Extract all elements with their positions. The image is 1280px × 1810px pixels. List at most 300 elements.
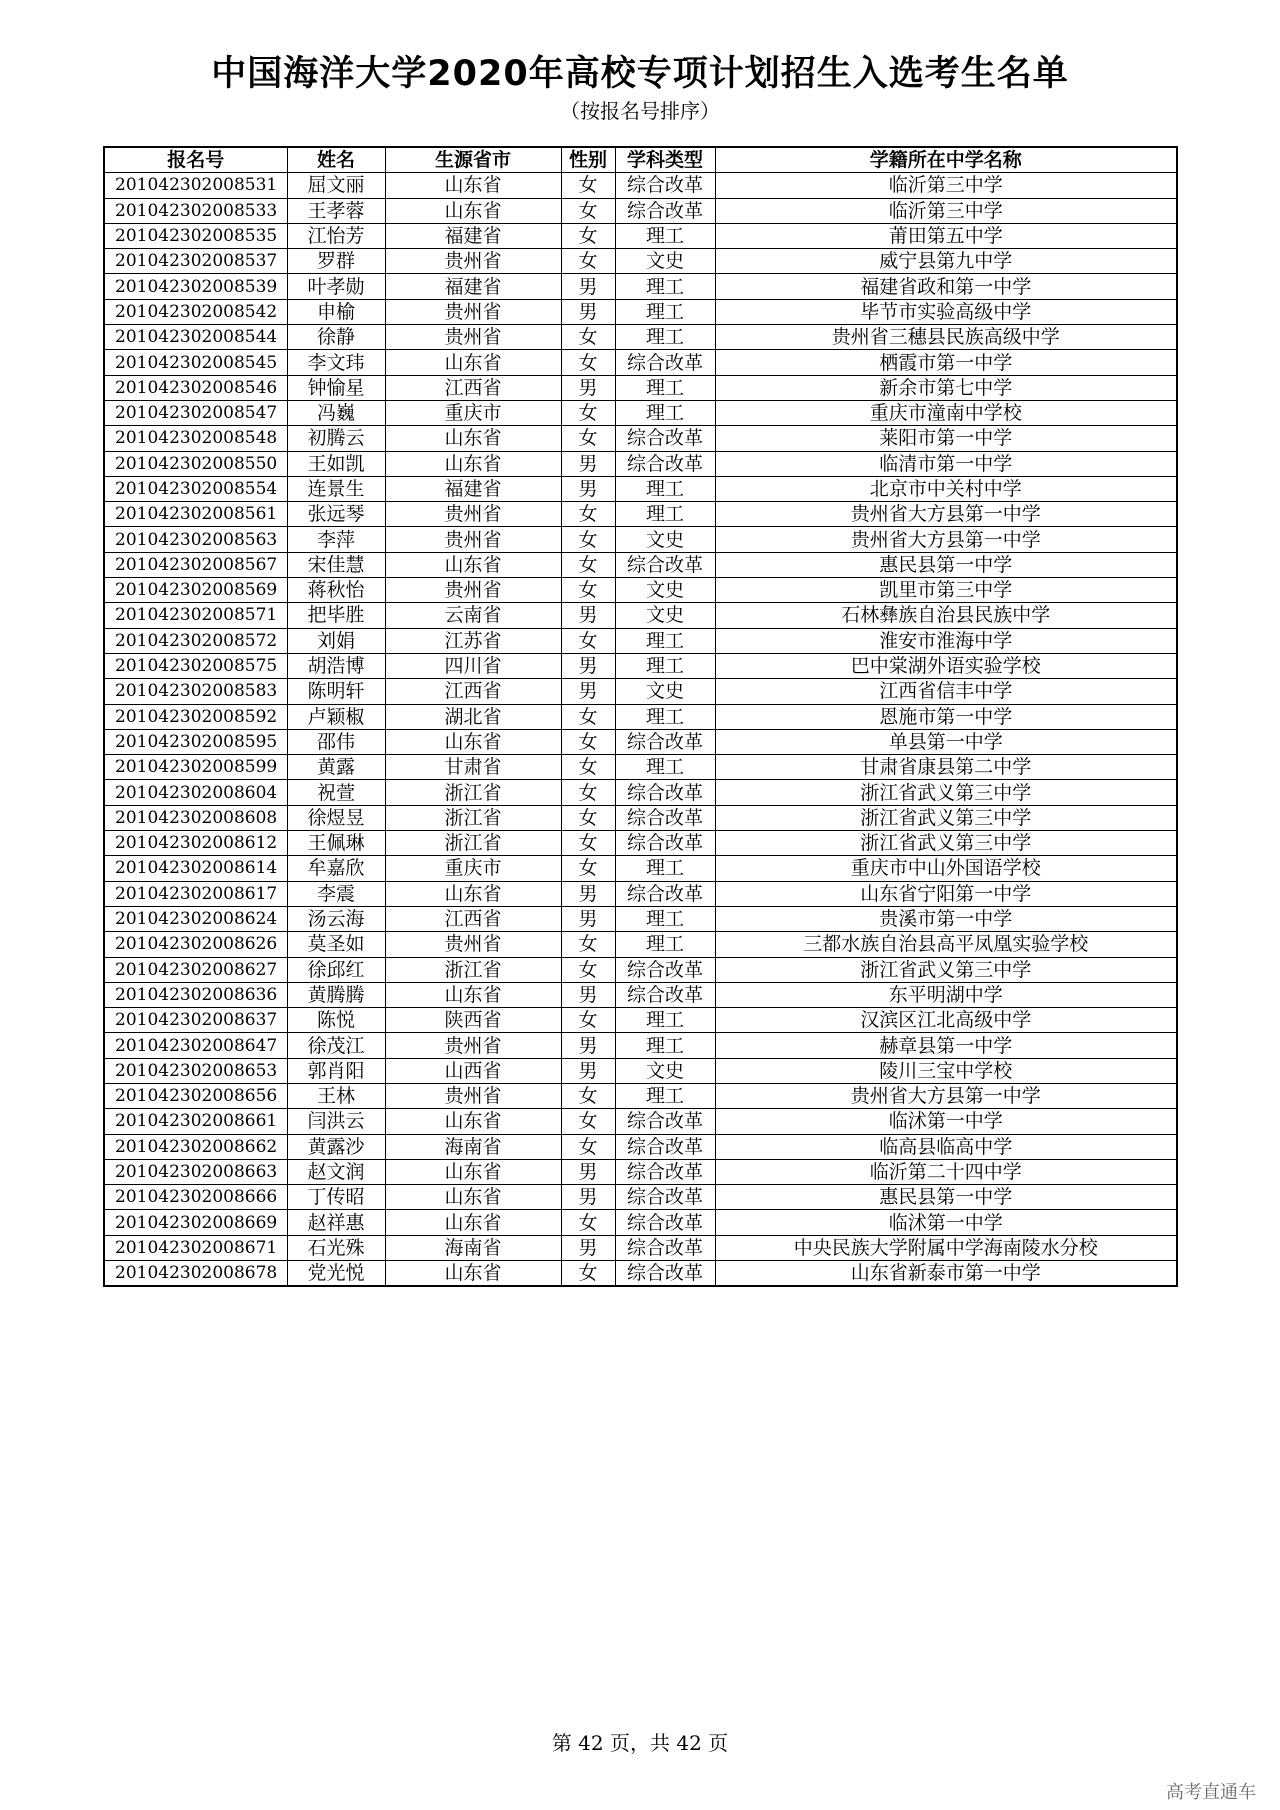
cell-subject-type: 综合改革 [615, 780, 715, 805]
cell-student-name: 初腾云 [287, 426, 385, 451]
cell-gender: 男 [561, 982, 615, 1007]
cell-registration-number: 201042302008542 [104, 299, 287, 324]
cell-school-name: 山东省宁阳第一中学 [715, 881, 1177, 906]
table-row [104, 704, 1177, 729]
cell-school-name: 贵州省大方县第一中学 [715, 502, 1177, 527]
cell-registration-number: 201042302008567 [104, 552, 287, 577]
cell-subject-type: 理工 [615, 375, 715, 400]
cell-gender: 男 [561, 653, 615, 678]
table-row [104, 325, 1177, 350]
cell-school-name: 栖霞市第一中学 [715, 350, 1177, 375]
cell-student-name: 宋佳慧 [287, 552, 385, 577]
cell-student-name: 徐茂江 [287, 1033, 385, 1058]
cell-province: 江西省 [385, 679, 561, 704]
cell-gender: 女 [561, 957, 615, 982]
cell-registration-number: 201042302008661 [104, 1109, 287, 1134]
cell-gender: 女 [561, 780, 615, 805]
cell-school-name: 赫章县第一中学 [715, 1033, 1177, 1058]
cell-school-name: 浙江省武义第三中学 [715, 831, 1177, 856]
cell-registration-number: 201042302008544 [104, 325, 287, 350]
cell-province: 山东省 [385, 198, 561, 223]
cell-school-name: 东平明湖中学 [715, 982, 1177, 1007]
cell-school-name: 新余市第七中学 [715, 375, 1177, 400]
watermark: 高考直通车 [1166, 1782, 1256, 1803]
cell-province: 山东省 [385, 982, 561, 1007]
cell-student-name: 石光殊 [287, 1235, 385, 1260]
cell-registration-number: 201042302008662 [104, 1134, 287, 1159]
cell-subject-type: 理工 [615, 906, 715, 931]
header-registration-number: 报名号 [104, 147, 287, 173]
cell-gender: 女 [561, 198, 615, 223]
cell-province: 贵州省 [385, 932, 561, 957]
cell-subject-type: 文史 [615, 578, 715, 603]
cell-registration-number: 201042302008545 [104, 350, 287, 375]
cell-subject-type: 理工 [615, 502, 715, 527]
cell-student-name: 叶孝勋 [287, 274, 385, 299]
cell-student-name: 赵文润 [287, 1159, 385, 1184]
cell-registration-number: 201042302008533 [104, 198, 287, 223]
cell-student-name: 刘娟 [287, 628, 385, 653]
cell-student-name: 蒋秋怡 [287, 578, 385, 603]
table-row [104, 856, 1177, 881]
cell-subject-type: 理工 [615, 299, 715, 324]
cell-student-name: 屈文丽 [287, 173, 385, 198]
cell-student-name: 牟嘉欣 [287, 856, 385, 881]
cell-registration-number: 201042302008547 [104, 400, 287, 425]
table-row [104, 1185, 1177, 1210]
cell-subject-type: 综合改革 [615, 173, 715, 198]
table-row [104, 299, 1177, 324]
cell-gender: 男 [561, 603, 615, 628]
cell-student-name: 赵祥惠 [287, 1210, 385, 1235]
cell-province: 贵州省 [385, 1083, 561, 1108]
cell-subject-type: 综合改革 [615, 957, 715, 982]
cell-gender: 男 [561, 881, 615, 906]
cell-registration-number: 201042302008571 [104, 603, 287, 628]
table-row [104, 932, 1177, 957]
cell-school-name: 甘肃省康县第二中学 [715, 755, 1177, 780]
cell-student-name: 徐静 [287, 325, 385, 350]
cell-registration-number: 201042302008535 [104, 223, 287, 248]
cell-registration-number: 201042302008627 [104, 957, 287, 982]
cell-gender: 女 [561, 1008, 615, 1033]
cell-school-name: 惠民县第一中学 [715, 1185, 1177, 1210]
cell-gender: 女 [561, 502, 615, 527]
cell-province: 山东省 [385, 1185, 561, 1210]
cell-gender: 女 [561, 831, 615, 856]
cell-registration-number: 201042302008626 [104, 932, 287, 957]
cell-registration-number: 201042302008608 [104, 805, 287, 830]
table-row [104, 223, 1177, 248]
table-row [104, 653, 1177, 678]
cell-registration-number: 201042302008647 [104, 1033, 287, 1058]
cell-subject-type: 综合改革 [615, 426, 715, 451]
table-row [104, 527, 1177, 552]
cell-student-name: 黄露 [287, 755, 385, 780]
cell-province: 云南省 [385, 603, 561, 628]
cell-gender: 女 [561, 173, 615, 198]
table-row [104, 274, 1177, 299]
cell-registration-number: 201042302008550 [104, 451, 287, 476]
cell-student-name: 胡浩博 [287, 653, 385, 678]
cell-gender: 女 [561, 578, 615, 603]
cell-gender: 女 [561, 704, 615, 729]
cell-province: 福建省 [385, 223, 561, 248]
cell-student-name: 王佩琳 [287, 831, 385, 856]
cell-student-name: 陈明轩 [287, 679, 385, 704]
cell-school-name: 中央民族大学附属中学海南陵水分校 [715, 1235, 1177, 1260]
cell-school-name: 临沂第二十四中学 [715, 1159, 1177, 1184]
candidate-table [103, 146, 1178, 1287]
header-school-name: 学籍所在中学名称 [715, 147, 1177, 173]
table-row [104, 1261, 1177, 1287]
cell-school-name: 毕节市实验高级中学 [715, 299, 1177, 324]
cell-registration-number: 201042302008671 [104, 1235, 287, 1260]
cell-school-name: 贵溪市第一中学 [715, 906, 1177, 931]
table-row [104, 1134, 1177, 1159]
cell-subject-type: 综合改革 [615, 350, 715, 375]
cell-school-name: 浙江省武义第三中学 [715, 780, 1177, 805]
table-row [104, 628, 1177, 653]
cell-school-name: 福建省政和第一中学 [715, 274, 1177, 299]
cell-province: 山东省 [385, 881, 561, 906]
cell-student-name: 李文玮 [287, 350, 385, 375]
cell-province: 贵州省 [385, 325, 561, 350]
cell-school-name: 临沭第一中学 [715, 1109, 1177, 1134]
cell-province: 贵州省 [385, 249, 561, 274]
table-row [104, 603, 1177, 628]
table-row [104, 957, 1177, 982]
cell-gender: 男 [561, 274, 615, 299]
cell-gender: 男 [561, 1033, 615, 1058]
cell-province: 浙江省 [385, 780, 561, 805]
cell-gender: 男 [561, 299, 615, 324]
cell-student-name: 申榆 [287, 299, 385, 324]
cell-gender: 女 [561, 1134, 615, 1159]
cell-school-name: 贵州省大方县第一中学 [715, 1083, 1177, 1108]
cell-registration-number: 201042302008539 [104, 274, 287, 299]
cell-province: 贵州省 [385, 527, 561, 552]
cell-subject-type: 文史 [615, 1058, 715, 1083]
cell-province: 山东省 [385, 1159, 561, 1184]
cell-school-name: 贵州省大方县第一中学 [715, 527, 1177, 552]
cell-registration-number: 201042302008666 [104, 1185, 287, 1210]
table-row [104, 249, 1177, 274]
header-province: 生源省市 [385, 147, 561, 173]
cell-province: 贵州省 [385, 502, 561, 527]
cell-student-name: 冯巍 [287, 400, 385, 425]
cell-school-name: 恩施市第一中学 [715, 704, 1177, 729]
cell-student-name: 祝萱 [287, 780, 385, 805]
cell-student-name: 王林 [287, 1083, 385, 1108]
table-row [104, 502, 1177, 527]
table-row [104, 1109, 1177, 1134]
cell-student-name: 丁传昭 [287, 1185, 385, 1210]
cell-student-name: 钟愉星 [287, 375, 385, 400]
cell-gender: 女 [561, 805, 615, 830]
cell-registration-number: 201042302008595 [104, 729, 287, 754]
cell-student-name: 连景生 [287, 476, 385, 501]
cell-student-name: 李震 [287, 881, 385, 906]
cell-registration-number: 201042302008575 [104, 653, 287, 678]
table-row [104, 906, 1177, 931]
cell-gender: 女 [561, 400, 615, 425]
cell-gender: 女 [561, 1109, 615, 1134]
cell-student-name: 邵伟 [287, 729, 385, 754]
cell-subject-type: 综合改革 [615, 1159, 715, 1184]
cell-student-name: 莫圣如 [287, 932, 385, 957]
cell-registration-number: 201042302008636 [104, 982, 287, 1007]
table-row [104, 1159, 1177, 1184]
cell-province: 山东省 [385, 1109, 561, 1134]
cell-province: 山东省 [385, 350, 561, 375]
table-row [104, 1033, 1177, 1058]
cell-province: 福建省 [385, 274, 561, 299]
cell-school-name: 汉滨区江北高级中学 [715, 1008, 1177, 1033]
cell-registration-number: 201042302008572 [104, 628, 287, 653]
cell-student-name: 黄腾腾 [287, 982, 385, 1007]
cell-province: 浙江省 [385, 805, 561, 830]
cell-registration-number: 201042302008537 [104, 249, 287, 274]
cell-subject-type: 理工 [615, 1033, 715, 1058]
table-row [104, 198, 1177, 223]
cell-province: 山东省 [385, 426, 561, 451]
page-subtitle: （按报名号排序） [560, 99, 720, 123]
cell-province: 甘肃省 [385, 755, 561, 780]
cell-province: 湖北省 [385, 704, 561, 729]
table-row [104, 476, 1177, 501]
cell-subject-type: 文史 [615, 603, 715, 628]
cell-province: 山东省 [385, 1210, 561, 1235]
table-row [104, 350, 1177, 375]
cell-student-name: 闫洪云 [287, 1109, 385, 1134]
cell-subject-type: 理工 [615, 628, 715, 653]
cell-subject-type: 综合改革 [615, 198, 715, 223]
cell-gender: 男 [561, 1235, 615, 1260]
cell-gender: 男 [561, 476, 615, 501]
cell-gender: 男 [561, 1185, 615, 1210]
cell-subject-type: 理工 [615, 223, 715, 248]
cell-registration-number: 201042302008678 [104, 1261, 287, 1287]
cell-school-name: 莱阳市第一中学 [715, 426, 1177, 451]
cell-subject-type: 理工 [615, 704, 715, 729]
table-row [104, 831, 1177, 856]
cell-province: 海南省 [385, 1235, 561, 1260]
cell-student-name: 郭肖阳 [287, 1058, 385, 1083]
cell-registration-number: 201042302008592 [104, 704, 287, 729]
cell-registration-number: 201042302008663 [104, 1159, 287, 1184]
cell-subject-type: 综合改革 [615, 1134, 715, 1159]
cell-student-name: 李萍 [287, 527, 385, 552]
cell-school-name: 重庆市潼南中学校 [715, 400, 1177, 425]
table-row [104, 755, 1177, 780]
table-row [104, 780, 1177, 805]
cell-student-name: 黄露沙 [287, 1134, 385, 1159]
cell-school-name: 莆田第五中学 [715, 223, 1177, 248]
cell-province: 山西省 [385, 1058, 561, 1083]
cell-registration-number: 201042302008563 [104, 527, 287, 552]
cell-gender: 女 [561, 325, 615, 350]
cell-gender: 女 [561, 552, 615, 577]
cell-subject-type: 理工 [615, 1008, 715, 1033]
cell-subject-type: 理工 [615, 400, 715, 425]
cell-registration-number: 201042302008546 [104, 375, 287, 400]
cell-school-name: 江西省信丰中学 [715, 679, 1177, 704]
table-row [104, 729, 1177, 754]
cell-province: 江西省 [385, 375, 561, 400]
cell-subject-type: 理工 [615, 274, 715, 299]
cell-province: 山东省 [385, 173, 561, 198]
cell-student-name: 陈悦 [287, 1008, 385, 1033]
cell-gender: 女 [561, 1083, 615, 1108]
cell-school-name: 石林彝族自治县民族中学 [715, 603, 1177, 628]
table-row [104, 552, 1177, 577]
cell-gender: 女 [561, 1261, 615, 1287]
cell-subject-type: 理工 [615, 653, 715, 678]
cell-subject-type: 理工 [615, 476, 715, 501]
cell-province: 山东省 [385, 1261, 561, 1287]
cell-gender: 男 [561, 679, 615, 704]
cell-subject-type: 理工 [615, 856, 715, 881]
cell-school-name: 临沭第一中学 [715, 1210, 1177, 1235]
header-subject-type: 学科类型 [615, 147, 715, 173]
cell-subject-type: 理工 [615, 755, 715, 780]
cell-registration-number: 201042302008614 [104, 856, 287, 881]
cell-subject-type: 综合改革 [615, 1235, 715, 1260]
table-row [104, 1235, 1177, 1260]
table-row [104, 400, 1177, 425]
table-row [104, 426, 1177, 451]
cell-subject-type: 综合改革 [615, 1261, 715, 1287]
page-number: 第 42 页，共 42 页 [551, 1731, 729, 1755]
cell-gender: 女 [561, 249, 615, 274]
cell-gender: 女 [561, 932, 615, 957]
cell-registration-number: 201042302008599 [104, 755, 287, 780]
cell-school-name: 单县第一中学 [715, 729, 1177, 754]
page-title: 中国海洋大学2020年高校专项计划招生入选考生名单 [211, 54, 1069, 94]
cell-school-name: 陵川三宝中学校 [715, 1058, 1177, 1083]
cell-province: 海南省 [385, 1134, 561, 1159]
cell-school-name: 临高县临高中学 [715, 1134, 1177, 1159]
header-name: 姓名 [287, 147, 385, 173]
cell-school-name: 惠民县第一中学 [715, 552, 1177, 577]
cell-school-name: 巴中棠湖外语实验学校 [715, 653, 1177, 678]
table-row [104, 805, 1177, 830]
cell-subject-type: 理工 [615, 325, 715, 350]
table-row [104, 1210, 1177, 1235]
cell-province: 浙江省 [385, 957, 561, 982]
cell-subject-type: 文史 [615, 527, 715, 552]
cell-province: 江苏省 [385, 628, 561, 653]
cell-school-name: 浙江省武义第三中学 [715, 957, 1177, 982]
table-row [104, 881, 1177, 906]
cell-subject-type: 综合改革 [615, 451, 715, 476]
cell-gender: 女 [561, 426, 615, 451]
cell-school-name: 山东省新泰市第一中学 [715, 1261, 1177, 1287]
cell-subject-type: 综合改革 [615, 982, 715, 1007]
cell-registration-number: 201042302008669 [104, 1210, 287, 1235]
cell-school-name: 临清市第一中学 [715, 451, 1177, 476]
cell-province: 重庆市 [385, 400, 561, 425]
cell-subject-type: 综合改革 [615, 1109, 715, 1134]
cell-gender: 女 [561, 1210, 615, 1235]
cell-school-name: 三都水族自治县高平凤凰实验学校 [715, 932, 1177, 957]
cell-subject-type: 综合改革 [615, 729, 715, 754]
cell-student-name: 把毕胜 [287, 603, 385, 628]
table-row [104, 982, 1177, 1007]
cell-registration-number: 201042302008624 [104, 906, 287, 931]
cell-registration-number: 201042302008637 [104, 1008, 287, 1033]
cell-student-name: 王孝蓉 [287, 198, 385, 223]
table-row [104, 1008, 1177, 1033]
cell-school-name: 威宁县第九中学 [715, 249, 1177, 274]
cell-gender: 男 [561, 451, 615, 476]
header-gender: 性别 [561, 147, 615, 173]
cell-gender: 女 [561, 755, 615, 780]
cell-gender: 女 [561, 729, 615, 754]
table-row [104, 1083, 1177, 1108]
cell-student-name: 江怡芳 [287, 223, 385, 248]
table-row [104, 375, 1177, 400]
cell-gender: 女 [561, 350, 615, 375]
cell-school-name: 临沂第三中学 [715, 173, 1177, 198]
table-row [104, 451, 1177, 476]
cell-registration-number: 201042302008561 [104, 502, 287, 527]
cell-registration-number: 201042302008617 [104, 881, 287, 906]
cell-subject-type: 文史 [615, 679, 715, 704]
cell-subject-type: 综合改革 [615, 805, 715, 830]
cell-province: 重庆市 [385, 856, 561, 881]
cell-province: 浙江省 [385, 831, 561, 856]
cell-province: 江西省 [385, 906, 561, 931]
cell-gender: 男 [561, 906, 615, 931]
cell-province: 山东省 [385, 552, 561, 577]
cell-gender: 女 [561, 856, 615, 881]
table-row [104, 578, 1177, 603]
table-row [104, 173, 1177, 198]
cell-student-name: 卢颖椒 [287, 704, 385, 729]
cell-student-name: 王如凯 [287, 451, 385, 476]
cell-student-name: 徐邱红 [287, 957, 385, 982]
cell-registration-number: 201042302008569 [104, 578, 287, 603]
cell-school-name: 重庆市中山外国语学校 [715, 856, 1177, 881]
table-row [104, 1058, 1177, 1083]
cell-student-name: 张远琴 [287, 502, 385, 527]
cell-subject-type: 综合改革 [615, 552, 715, 577]
cell-school-name: 临沂第三中学 [715, 198, 1177, 223]
cell-province: 山东省 [385, 729, 561, 754]
cell-subject-type: 综合改革 [615, 1210, 715, 1235]
cell-student-name: 徐煜昱 [287, 805, 385, 830]
cell-province: 贵州省 [385, 1033, 561, 1058]
cell-school-name: 淮安市淮海中学 [715, 628, 1177, 653]
cell-gender: 女 [561, 223, 615, 248]
cell-school-name: 贵州省三穗县民族高级中学 [715, 325, 1177, 350]
cell-province: 山东省 [385, 451, 561, 476]
table-row [104, 679, 1177, 704]
cell-student-name: 汤云海 [287, 906, 385, 931]
table-body [104, 173, 1177, 1287]
cell-registration-number: 201042302008583 [104, 679, 287, 704]
cell-subject-type: 理工 [615, 1083, 715, 1108]
cell-subject-type: 文史 [615, 249, 715, 274]
table-header-row [104, 147, 1177, 173]
cell-registration-number: 201042302008604 [104, 780, 287, 805]
cell-province: 贵州省 [385, 299, 561, 324]
cell-gender: 男 [561, 375, 615, 400]
cell-registration-number: 201042302008612 [104, 831, 287, 856]
cell-registration-number: 201042302008656 [104, 1083, 287, 1108]
